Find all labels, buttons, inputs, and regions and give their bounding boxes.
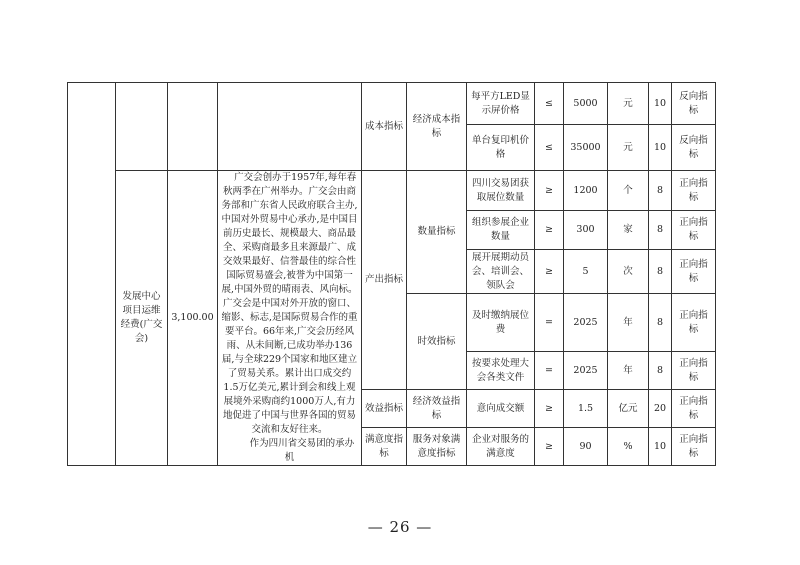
description-tail: 作为四川省交易团的承办机 xyxy=(249,438,355,463)
target-value: 1200 xyxy=(564,171,608,211)
blank-cell xyxy=(218,83,362,171)
blank-cell xyxy=(68,83,116,466)
performance-table xyxy=(67,82,716,466)
indicator-name: 企业对服务的满意度 xyxy=(467,428,535,466)
target-value: 5 xyxy=(564,250,608,294)
target-value: 90 xyxy=(564,428,608,466)
indicator-name: 按要求处理大会各类文件 xyxy=(467,352,535,390)
blank-cell xyxy=(116,83,168,171)
direction: 正向指标 xyxy=(672,390,716,428)
description-paragraph: 广交会创办于1957年,每年春秋两季在广州举办。广交会由商务部和广东省人民政府联合主办,中国对外贸易中心承办,是中国目前历史最长、规模最大、商品最全、采购商最多且来源最广、成交效果最好、信誉最佳的综合性国际贸易盛会,被誉为中国第一展,中国外贸的晴雨表、风向标。广交会是中国对外开放的窗口、缩影、标志,是国际贸易合作的重要平台。66年来,广交会历经风雨、从未间断,已成功举办136届,与全球229个国家和地区建立了贸易关系。累计出口成交约1.5万亿美元,累计到会和线上观展境外采购商约1000万人,有力地促进了中国与世界各国的贸易交流和友好往来。 xyxy=(221,172,358,435)
weight: 8 xyxy=(649,352,672,390)
table-row xyxy=(68,171,716,211)
target-value: 2025 xyxy=(564,352,608,390)
indicator-name: 每平方LED显示屏价格 xyxy=(467,83,535,125)
unit: 次 xyxy=(608,250,649,294)
weight: 10 xyxy=(649,125,672,171)
level1-indicator: 产出指标 xyxy=(362,171,407,390)
level1-indicator: 效益指标 xyxy=(362,390,407,428)
level2-indicator: 时效指标 xyxy=(407,294,467,390)
weight: 10 xyxy=(649,83,672,125)
direction: 正向指标 xyxy=(672,352,716,390)
unit: 个 xyxy=(608,171,649,211)
direction: 正向指标 xyxy=(672,171,716,211)
project-description xyxy=(218,171,362,466)
level1-indicator: 满意度指标 xyxy=(362,428,407,466)
target-value: 1.5 xyxy=(564,390,608,428)
level2-indicator: 经济成本指标 xyxy=(407,83,467,171)
weight: 8 xyxy=(649,294,672,352)
indicator-name: 展开展期动员会、培训会、领队会 xyxy=(467,250,535,294)
blank-cell xyxy=(168,83,218,171)
unit: 元 xyxy=(608,83,649,125)
operator: = xyxy=(535,294,564,352)
indicator-name: 四川交易团获取展位数量 xyxy=(467,171,535,211)
operator: = xyxy=(535,352,564,390)
level1-indicator: 成本指标 xyxy=(362,83,407,171)
unit: 年 xyxy=(608,294,649,352)
unit: 家 xyxy=(608,211,649,250)
weight: 8 xyxy=(649,211,672,250)
weight: 20 xyxy=(649,390,672,428)
unit: 亿元 xyxy=(608,390,649,428)
unit: % xyxy=(608,428,649,466)
indicator-name: 组织参展企业数量 xyxy=(467,211,535,250)
budget-amount: 3,100.00 xyxy=(168,171,218,466)
operator: ≥ xyxy=(535,428,564,466)
unit: 年 xyxy=(608,352,649,390)
target-value: 300 xyxy=(564,211,608,250)
weight: 8 xyxy=(649,171,672,211)
direction: 反向指标 xyxy=(672,83,716,125)
level2-indicator: 数量指标 xyxy=(407,171,467,294)
direction: 正向指标 xyxy=(672,428,716,466)
operator: ≥ xyxy=(535,211,564,250)
project-name: 发展中心项目运维经费(广交会) xyxy=(116,171,168,466)
indicator-name: 单台复印机价格 xyxy=(467,125,535,171)
target-value: 5000 xyxy=(564,83,608,125)
operator: ≥ xyxy=(535,390,564,428)
level2-indicator: 经济效益指标 xyxy=(407,390,467,428)
weight: 10 xyxy=(649,428,672,466)
operator: ≤ xyxy=(535,125,564,171)
unit: 元 xyxy=(608,125,649,171)
target-value: 35000 xyxy=(564,125,608,171)
target-value: 2025 xyxy=(564,294,608,352)
direction: 正向指标 xyxy=(672,294,716,352)
direction: 正向指标 xyxy=(672,250,716,294)
page-number: — 26 — xyxy=(367,518,433,536)
direction: 正向指标 xyxy=(672,211,716,250)
operator: ≤ xyxy=(535,83,564,125)
direction: 反向指标 xyxy=(672,125,716,171)
operator: ≥ xyxy=(535,250,564,294)
indicator-name: 意向成交额 xyxy=(467,390,535,428)
level2-indicator: 服务对象满意度指标 xyxy=(407,428,467,466)
weight: 8 xyxy=(649,250,672,294)
indicator-name: 及时缴纳展位费 xyxy=(467,294,535,352)
operator: ≥ xyxy=(535,171,564,211)
table-row xyxy=(68,83,716,125)
